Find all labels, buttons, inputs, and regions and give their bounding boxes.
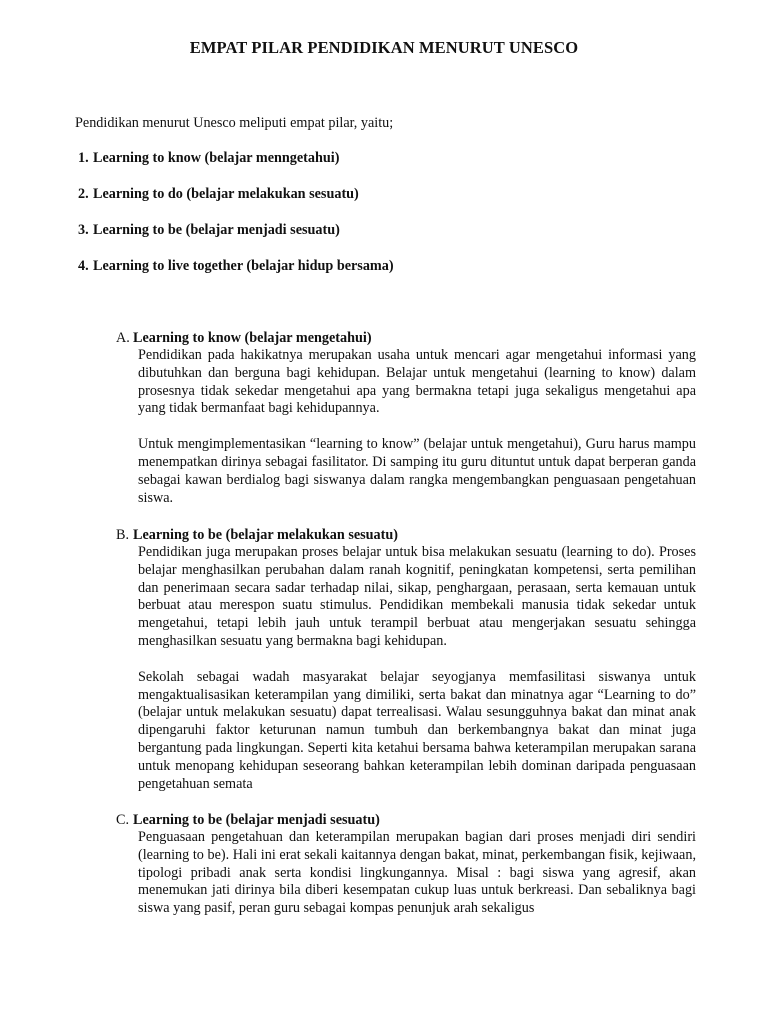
section-heading xyxy=(116,812,698,829)
list-item xyxy=(78,186,394,222)
section-heading-text: Learning to know (belajar mengetahui) xyxy=(133,330,372,346)
list-item xyxy=(78,258,394,294)
list-item-label: Learning to do (belajar melakukan sesuatu) xyxy=(93,186,359,202)
section-heading xyxy=(116,330,698,347)
list-item-number: 3. xyxy=(78,222,89,238)
list-item-number: 1. xyxy=(78,150,89,166)
section-letter: C. xyxy=(116,812,130,828)
document-title: EMPAT PILAR PENDIDIKAN MENURUT UNESCO xyxy=(189,38,579,57)
list-item-number: 4. xyxy=(78,258,89,274)
section-learning-to-be xyxy=(116,812,698,918)
section-learning-to-know xyxy=(116,330,698,507)
section-letter: A. xyxy=(116,330,130,346)
list-item-label: Learning to know (belajar menngetahui) xyxy=(93,150,340,166)
list-item xyxy=(78,222,394,258)
pillar-list xyxy=(78,150,394,294)
list-item-label: Learning to be (belajar menjadi sesuatu) xyxy=(93,222,340,238)
paragraph: Sekolah sebagai wadah masyarakat belajar seyogjanya memfasilitasi siswanya untuk mengaktualisasikan keterampilan yang dimiliki, serta bakat dan minatnya agar “Learning to do” (belajar untuk melakukan sesuatu) dapat terrealisasi. Walau sesungguhnya bakat dan minat anak dipengaruhi faktor keturunan namun tumbuh dan berkembangnya bakat dan minat juga bergantung pada lingkungan. Seperti kita ketahui bersama bahwa keterampilan merupakan sarana untuk menopang kehidupan seseorang bahkan keterampilan lebih dominan daripada penguasaan pengetahuan semata xyxy=(138,668,696,792)
section-letter: B. xyxy=(116,527,130,543)
list-item-label: Learning to live together (belajar hidup bersama) xyxy=(93,258,394,274)
list-item xyxy=(78,150,394,186)
intro-text: Pendidikan menurut Unesco meliputi empat pilar, yaitu; xyxy=(75,115,394,131)
paragraph: Penguasaan pengetahuan dan keterampilan merupakan bagian dari proses menjadi diri sendiri (learning to be). Hali ini erat sekali kaitannya dengan bakat, minat, perkembangan fisik, kejiwaan, tipologi pribadi anak serta kondisi lingkungannya. Misal : bagi siswa yang agresif, akan menemukan jati dirinya bila diberi kesempatan cukup luas untuk berkreasi. Dan sebaliknya bagi siswa yang pasif, peran guru sebagai kompas penunjuk arah sekaligus xyxy=(138,829,696,917)
section-heading xyxy=(116,527,698,544)
section-learning-to-do xyxy=(116,527,698,793)
paragraph: Pendidikan juga merupakan proses belajar untuk bisa melakukan sesuatu (learning to do). Proses belajar menghasilkan perubahan dalam ranah kognitif, peningkatan kompetensi, serta pemilihan dan penerimaan secara sadar terhadap nilai, sikap, penghargaan, perasaan, serta kemauan untuk berbuat atau merespon suatu stimulus. Pendidikan membekali manusia tidak sekedar untuk mengetahui, tetapi lebih jauh untuk terampil berbuat atau mengerjakan sesuatu sehingga menghasilkan sesuatu yang bermakna bagi kehidupan. xyxy=(138,544,696,649)
section-heading-text: Learning to be (belajar menjadi sesuatu) xyxy=(133,812,380,828)
paragraph: Pendidikan pada hakikatnya merupakan usaha untuk mencari agar mengetahui informasi yang dibutuhkan dan berguna bagi kehidupan. Belajar untuk mengetahui (learning to know) dalam prosesnya tidak sekedar mengetahui apa yang bermakna tetapi juga sekaligus mengetahui apa yang tidak bermanfaat bagi kehidupannya. xyxy=(138,347,696,417)
section-heading-text: Learning to be (belajar melakukan sesuatu) xyxy=(133,527,398,543)
list-item-number: 2. xyxy=(78,186,89,202)
paragraph: Untuk mengimplementasikan “learning to know” (belajar untuk mengetahui), Guru harus mampu menempatkan dirinya sebagai fasilitator. Di samping itu guru dituntut untuk dapat berperan ganda sebagai kawan berdialog bagi siswanya dalam rangka mengembangkan penguasaan pengetahuan siswa. xyxy=(138,436,696,506)
